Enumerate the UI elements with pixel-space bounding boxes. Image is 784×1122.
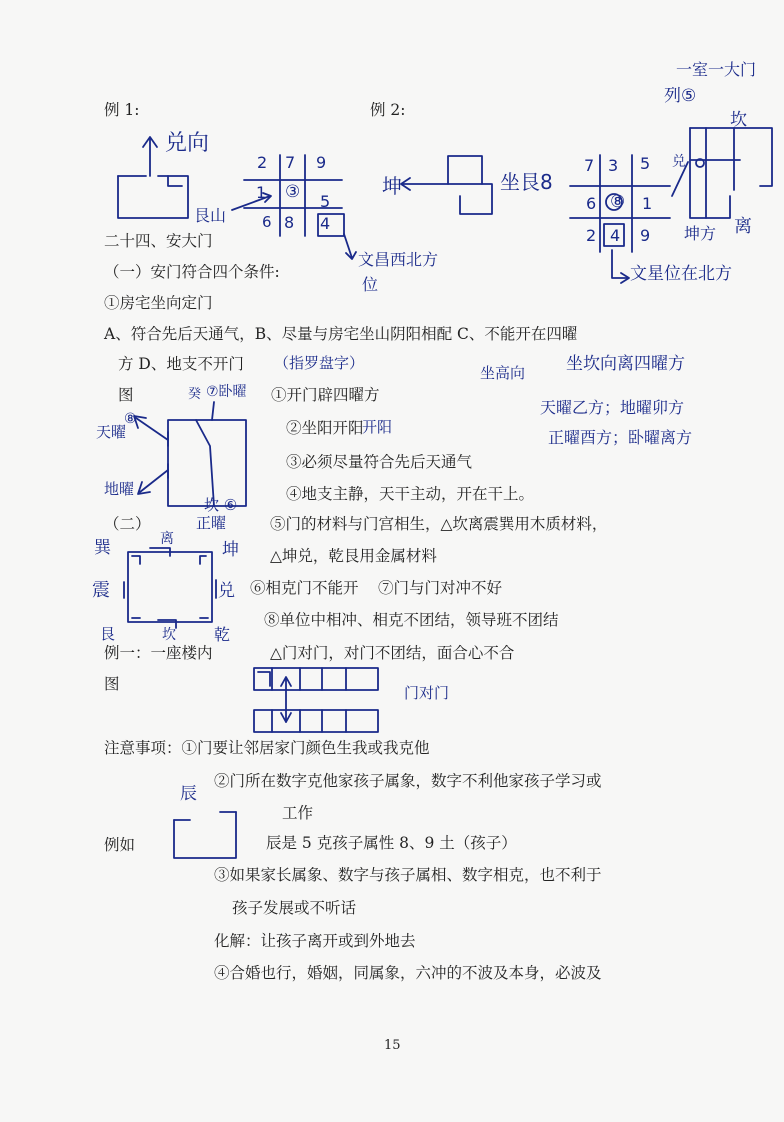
hw-wenchang-northwest: 文昌西北方 <box>358 250 439 269</box>
example-1-label: 例 1: <box>104 101 140 119</box>
section-title: 二十四、安大门 <box>104 232 213 250</box>
note-2-cont: 工作 <box>282 804 314 822</box>
hw-sq-gen: 艮 <box>100 625 116 643</box>
rule-6: ⑥相克门不能开 <box>250 579 359 597</box>
hw-li: 离 <box>734 216 752 237</box>
grid2-cell: 7 <box>584 156 595 175</box>
hw-wenchang-wei: 位 <box>362 275 379 294</box>
item-1: ①房宅坐向定门 <box>104 294 213 312</box>
grid2-cell: 1 <box>642 194 653 213</box>
hw-kai-yang: 开阳 <box>362 418 393 436</box>
figure-label: 图 <box>118 386 134 404</box>
conditions-line-1: A、符合先后天通气，B、尽量与房宅坐山阴阳相配 C、不能开在四曜 <box>104 325 578 343</box>
hw-dui: 兑 <box>672 154 686 170</box>
grid2-cell: 2 <box>586 226 597 245</box>
hw-sq-kun: 坤 <box>222 540 239 560</box>
grid2-cell: 4 <box>610 226 621 245</box>
hw-note-line-3: 正曜酉方；卧曜离方 <box>548 428 693 447</box>
hw-kun-fang: 坤方 <box>684 224 717 243</box>
rule-3: ③必须尽量符合先后天通气 <box>286 453 473 471</box>
hw-tian-yao: 天曜 <box>96 423 127 441</box>
rule-1: ①开门辟四曜方 <box>271 386 380 404</box>
hw-facing-dui: 兑向 <box>165 131 210 156</box>
note-3-cont: 孩子发展或不听话 <box>232 899 357 917</box>
hw-gen-shan: 艮山 <box>194 206 227 225</box>
hw-sq-li: 离 <box>160 531 174 547</box>
figure-label-2: 图 <box>104 675 120 693</box>
hw-wo-yao: ⑦卧曜 <box>206 384 247 400</box>
hw-note-line-2: 天曜乙方；地曜卯方 <box>540 398 685 417</box>
hw-compass-note: （指罗盘字） <box>274 354 365 372</box>
grid2-cell: 9 <box>640 226 651 245</box>
grid2-cell: ⑧ <box>610 192 626 212</box>
hw-kan-zheng: 坎 ⑥ <box>204 496 238 514</box>
note-4: ④合婚也行，婚姻，同属象，六冲的不波及本身，必波及 <box>214 964 602 982</box>
hw-top-right-2: 列⑤ <box>664 86 697 106</box>
subsection-1: （一）安门符合四个条件: <box>104 263 280 281</box>
door-facing-rule: △门对门，对门不团结，面合心不合 <box>270 644 515 662</box>
hw-sq-zhen: 震 <box>92 580 110 601</box>
note-2-example: 辰是 5 克孩子属性 8、9 土（孩子） <box>266 834 517 852</box>
conditions-line-2: 方 D、地支不开门 <box>118 355 244 373</box>
hw-zheng-yao: 正曜 <box>196 514 227 532</box>
grid1-cell: 6 <box>262 213 272 231</box>
hw-gui: 癸 <box>188 387 202 402</box>
note-2: ②门所在数字克他家孩子属象，数字不利他家孩子学习或 <box>214 772 602 790</box>
note-3: ③如果家长属象、数字与孩子属相、数字相克，也不利于 <box>214 866 602 884</box>
grid2-cell: 6 <box>586 194 597 213</box>
subsection-2: （二） <box>104 515 151 533</box>
grid1-cell: 9 <box>316 153 327 172</box>
hw-door-to-door: 门对门 <box>404 684 450 702</box>
hw-yi: ⑧ <box>124 411 137 427</box>
hw-wenxing-north: 文星位在北方 <box>630 264 732 284</box>
hw-chen: 辰 <box>180 784 197 804</box>
rule-5-cont: △坤兑，乾艮用金属材料 <box>270 547 437 565</box>
grid1-cell: 2 <box>257 153 268 172</box>
grid1-cell: 8 <box>284 213 295 232</box>
grid1-cell: 1 <box>256 183 267 202</box>
grid2-cell: 3 <box>608 156 619 175</box>
grid1-cell: 7 <box>285 153 296 172</box>
hw-di-yao: 地曜 <box>104 480 135 498</box>
rule-5: ⑤门的材料与门宫相生，△坎离震巽用木质材料， <box>270 515 608 533</box>
example-label: 例如 <box>104 836 136 854</box>
hw-note-line-1: 坐坎向离四曜方 <box>566 354 685 374</box>
grid1-cell: 5 <box>320 192 331 211</box>
example-2-label: 例 2: <box>370 101 406 119</box>
rule-8: ⑧单位中相冲、相克不团结，领导班不团结 <box>264 611 559 629</box>
hw-note-label: 坐高向 <box>480 364 526 382</box>
rule-4: ④地支主静，天干主动，开在干上。 <box>286 485 535 503</box>
rule-2: ②坐阳开阳 <box>286 419 364 437</box>
note-1: 注意事项：①门要让邻居家门颜色生我或我克他 <box>104 739 430 757</box>
hw-kun-arrow: 坤 <box>382 174 402 198</box>
hw-zuo-gen: 坐艮8 <box>500 170 553 194</box>
hw-top-right-1: 一室一大门 <box>676 60 757 79</box>
hw-sq-dui: 兑 <box>218 581 235 601</box>
grid1-cell: 4 <box>320 214 331 233</box>
hw-sq-qian: 乾 <box>214 625 231 644</box>
example-building: 例一：一座楼内 <box>104 644 213 662</box>
hw-kan-top: 坎 <box>730 110 747 130</box>
grid1-cell: ③ <box>285 182 301 202</box>
hw-sq-kan: 坎 <box>162 627 176 643</box>
page-number: 15 <box>384 1038 401 1053</box>
grid2-cell: 5 <box>640 154 651 173</box>
hw-sq-xun: 巽 <box>94 538 111 558</box>
rule-7: ⑦门与门对冲不好 <box>378 579 503 597</box>
remedy: 化解：让孩子离开或到外地去 <box>214 932 416 950</box>
